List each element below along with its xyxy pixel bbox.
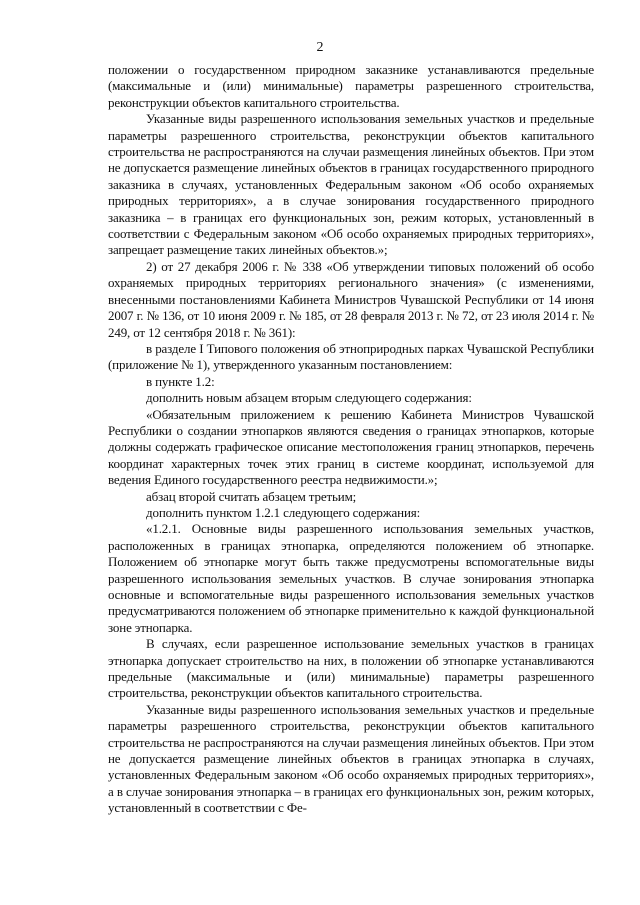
- paragraph: в разделе I Типового положения об этноприродных парках Чувашской Республики (приложение № 1), утвержденного указанным постановлением:: [108, 340, 594, 373]
- paragraph: Указанные виды разрешенного использования земельных участков и предельные параметры разрешенного строительства, реконструкции объектов капитального строительства не распространяются на случаи размещения линейных объектов. При этом не допускается размещение линейных объектов в границах государственного природного заказника в случаях, установленных Федеральным законом «Об особо охраняемых природных территориях», а в случае зонирования государственного природного заказника – в границах его функциональных зон, режим которых, установленный в соответствии с Федеральным законом «Об особо охраняемых природных территориях», запрещает размещение таких линейных объектов.»;: [108, 111, 594, 258]
- paragraph: В случаях, если разрешенное использование земельных участков в границах этнопарка допускает строительство на них, в положении об этнопарке устанавливаются предельные (максимальные и (или) минимальные) параметры разрешенного строительства, реконструкции объектов капитального строительства.: [108, 636, 594, 701]
- paragraph: 2) от 27 декабря 2006 г. № 338 «Об утверждении типовых положений об особо охраняемых природных территориях регионального значения» (с изменениями, внесенными постановлениями Кабинета Министров Чувашской Республики от 14 июня 2007 г. № 136, от 10 июня 2009 г. № 185, от 28 февраля 2013 г. № 72, от 23 июля 2014 г. № 249, от 12 сентября 2018 г. № 361):: [108, 258, 594, 340]
- paragraph: положении о государственном природном заказнике устанавливаются предельные (максимальные и (или) минимальные) параметры разрешенного строительства, реконструкции объектов капитального строительства.: [108, 62, 594, 110]
- paragraph: дополнить новым абзацем вторым следующего содержания:: [146, 390, 472, 406]
- document-body: [108, 62, 594, 817]
- paragraph: «Обязательным приложением к решению Кабинета Министров Чувашской Республики о создании этнопарков являются сведения о границах этнопарков, которые должны содержать графическое описание местоположения границ этнопарков, перечень координат характерных точек этих границ в системе координат, используемой для ведения Единого государственного реестра недвижимости.»;: [108, 406, 594, 488]
- paragraph: абзац второй считать абзацем третьим;: [146, 488, 357, 504]
- paragraph: «1.2.1. Основные виды разрешенного использования земельных участков, расположенных в границах этнопарка, определяются положением об этнопарке. Положением об этнопарке могут быть также предусмотрены вспомогательные виды разрешенного использования земельных участков. В случае зонирования этнопарка основные и вспомогательные виды разрешенного использования земельных участков предусматриваются положением об этнопарке применительно к каждой функциональной зоне этнопарка.: [108, 521, 594, 635]
- paragraph: дополнить пунктом 1.2.1 следующего содержания:: [146, 504, 421, 520]
- paragraph: Указанные виды разрешенного использования земельных участков и предельные параметры разрешенного строительства, реконструкции объектов капитального строительства не распространяются на случаи размещения линейных объектов. При этом не допускается размещение линейных объектов в границах этнопарка в случаях, установленных Федеральным законом «Об особо охраняемых природных территориях», а в случае зонирования этнопарка – в границах его функциональных зон, режим которых, установленный в соответствии с Фе-: [108, 701, 594, 816]
- paragraph: в пункте 1.2:: [146, 373, 215, 389]
- page-number: 2: [316, 40, 324, 55]
